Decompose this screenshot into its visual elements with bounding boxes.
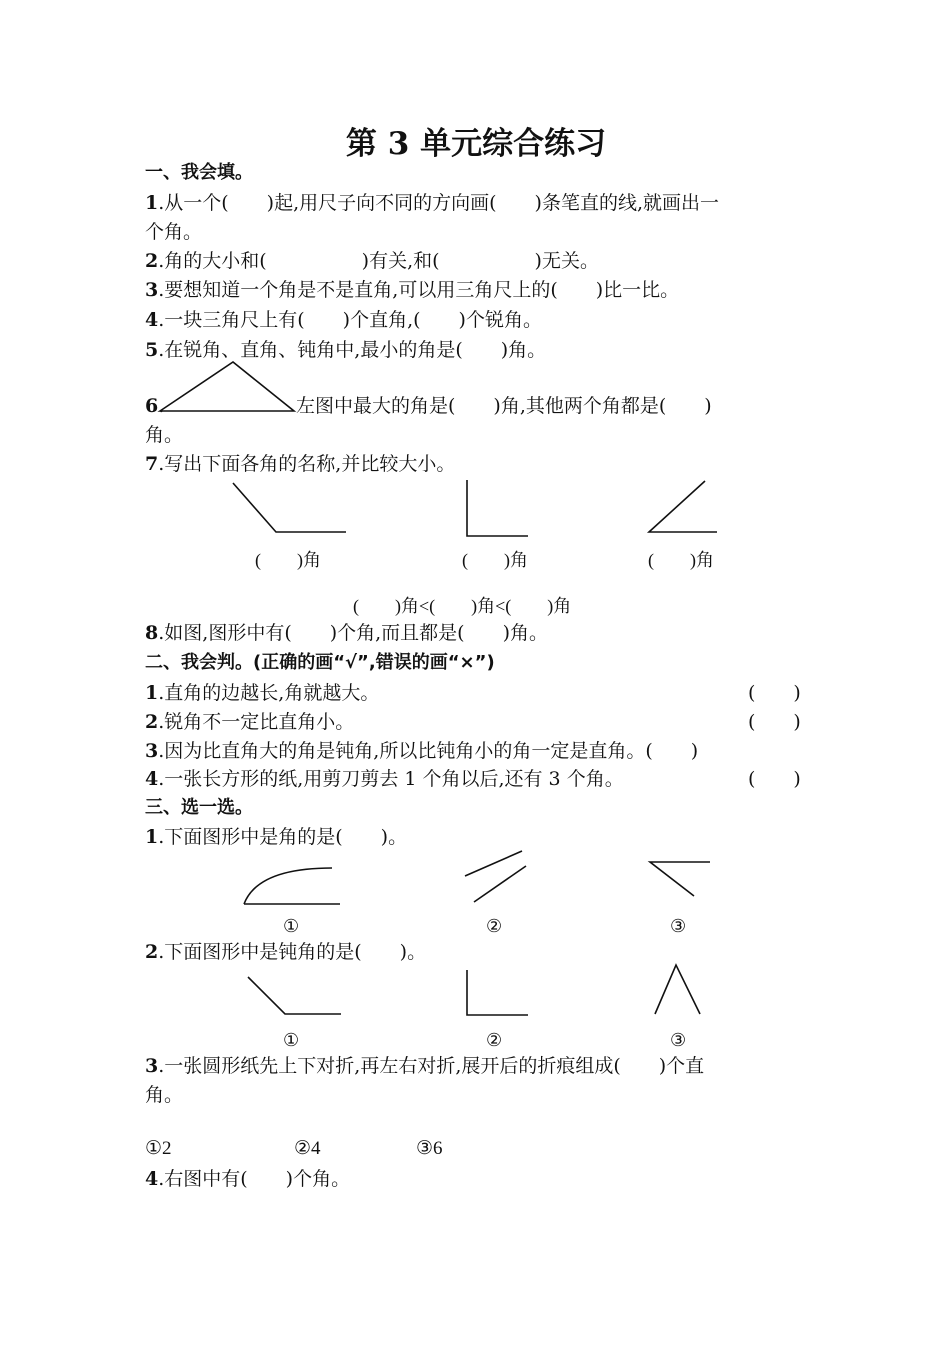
question-1-4 <box>145 307 542 333</box>
question-number: 4 <box>145 768 159 790</box>
question-text: .直角的边越长,角就越大。 <box>158 682 380 704</box>
question-1-6-cont: 角。 <box>145 424 184 446</box>
question-number: 3 <box>145 740 159 762</box>
angle-label-2: ( )角 <box>462 550 528 570</box>
question-number: 6 <box>145 395 159 417</box>
judge-item-4 <box>145 766 624 792</box>
question-text: .在锐角、直角、钝角中,最小的角是( )角。 <box>158 339 547 361</box>
acute-angle-figure <box>645 478 721 536</box>
question-text: .角的大小和( )有关,和( )无关。 <box>158 250 599 272</box>
judge-blank-2: ( ) <box>748 711 801 733</box>
open-lines-figure <box>462 848 530 908</box>
right-angle-option <box>462 968 532 1020</box>
option-label-2: ② <box>486 916 503 936</box>
curve-line <box>244 868 332 904</box>
angle-lines <box>467 970 528 1015</box>
judge-item-2 <box>145 709 354 735</box>
option-6: ③6 <box>416 1138 443 1159</box>
angle-figure <box>646 858 714 902</box>
choice-question-3-cont: 角。 <box>145 1084 184 1106</box>
triangle-shape <box>160 362 294 411</box>
obtuse-angle-figure <box>230 480 350 536</box>
angle-lines <box>467 480 528 536</box>
judge-blank-4: ( ) <box>748 768 801 790</box>
right-angle-figure <box>462 478 532 540</box>
choice-question-1 <box>145 824 407 850</box>
question-number: 1 <box>145 192 159 214</box>
question-number: 1 <box>145 826 159 848</box>
page-title: 第 3 单元综合练习 <box>345 126 607 162</box>
obtuse-angle-option <box>245 974 345 1018</box>
angle-label-3: ( )角 <box>648 550 714 570</box>
question-number: 8 <box>145 622 159 644</box>
option-label-2: ② <box>486 1030 503 1050</box>
option-label-3: ③ <box>670 1030 687 1050</box>
question-number: 5 <box>145 339 159 361</box>
angle-lines <box>248 977 341 1014</box>
line-lower <box>474 866 526 902</box>
question-number: 2 <box>145 250 159 272</box>
judge-item-1 <box>145 680 379 706</box>
angle-comparison: ( )角<( )角<( )角 <box>353 596 572 616</box>
angle-lines <box>655 965 700 1014</box>
question-text: .一块三角尺上有( )个直角,( )个锐角。 <box>158 309 542 331</box>
line-upper <box>465 851 522 876</box>
choice-question-3 <box>145 1053 704 1079</box>
question-number: 4 <box>145 1168 159 1190</box>
question-number: 2 <box>145 941 159 963</box>
triangle-figure <box>158 360 298 414</box>
curved-figure <box>240 862 344 908</box>
question-1-3 <box>145 277 679 303</box>
question-number: 1 <box>145 682 159 704</box>
option-4: ②4 <box>294 1138 321 1159</box>
judge-blank-1: ( ) <box>748 682 801 704</box>
judge-item-3 <box>145 738 698 764</box>
question-text: .从一个( )起,用尺子向不同的方向画( )条笔直的线,就画出一 <box>158 192 720 214</box>
option-2: ①2 <box>145 1138 172 1159</box>
question-1-6-text: 左图中最大的角是( )角,其他两个角都是( ) <box>296 395 712 417</box>
question-text: .如图,图形中有( )个角,而且都是( )角。 <box>158 622 549 644</box>
angle-label-1: ( )角 <box>255 550 321 570</box>
option-label-1: ① <box>283 916 300 936</box>
section-2-heading: 二、我会判。(正确的画“√”,错误的画“×”) <box>145 652 495 673</box>
question-text: .因为比直角大的角是钝角,所以比钝角小的角一定是直角。( ) <box>158 740 699 762</box>
question-1-1-cont: 个角。 <box>145 221 203 243</box>
question-number: 7 <box>145 453 159 475</box>
question-number: 3 <box>145 1055 159 1077</box>
question-text: .下面图形中是角的是( )。 <box>158 826 408 848</box>
choice-question-4 <box>145 1166 350 1192</box>
angle-lines <box>649 481 717 532</box>
angle-lines <box>233 483 346 532</box>
angle-lines <box>650 862 710 896</box>
question-text: .一张长方形的纸,用剪刀剪去 1 个角以后,还有 3 个角。 <box>158 768 624 790</box>
question-1-8 <box>145 620 548 646</box>
option-label-1: ① <box>283 1030 300 1050</box>
acute-angle-option <box>652 962 704 1018</box>
question-1-7 <box>145 451 455 477</box>
question-text: .要想知道一个角是不是直角,可以用三角尺上的( )比一比。 <box>158 279 680 301</box>
question-number: 3 <box>145 279 159 301</box>
question-text: .右图中有( )个角。 <box>158 1168 351 1190</box>
question-text: .下面图形中是钝角的是( )。 <box>158 941 427 963</box>
question-text: .写出下面各角的名称,并比较大小。 <box>158 453 456 475</box>
question-1-2 <box>145 248 599 274</box>
question-text: .锐角不一定比直角小。 <box>158 711 355 733</box>
question-1-1 <box>145 190 719 216</box>
section-1-heading: 一、我会填。 <box>145 162 253 183</box>
choice-question-2 <box>145 939 426 965</box>
question-text: .一张圆形纸先上下对折,再左右对折,展开后的折痕组成( )个直 <box>158 1055 705 1077</box>
question-number: 4 <box>145 309 159 331</box>
section-3-heading: 三、选一选。 <box>145 797 253 818</box>
question-number: 2 <box>145 711 159 733</box>
option-label-3: ③ <box>670 916 687 936</box>
question-dot: . <box>158 395 165 417</box>
